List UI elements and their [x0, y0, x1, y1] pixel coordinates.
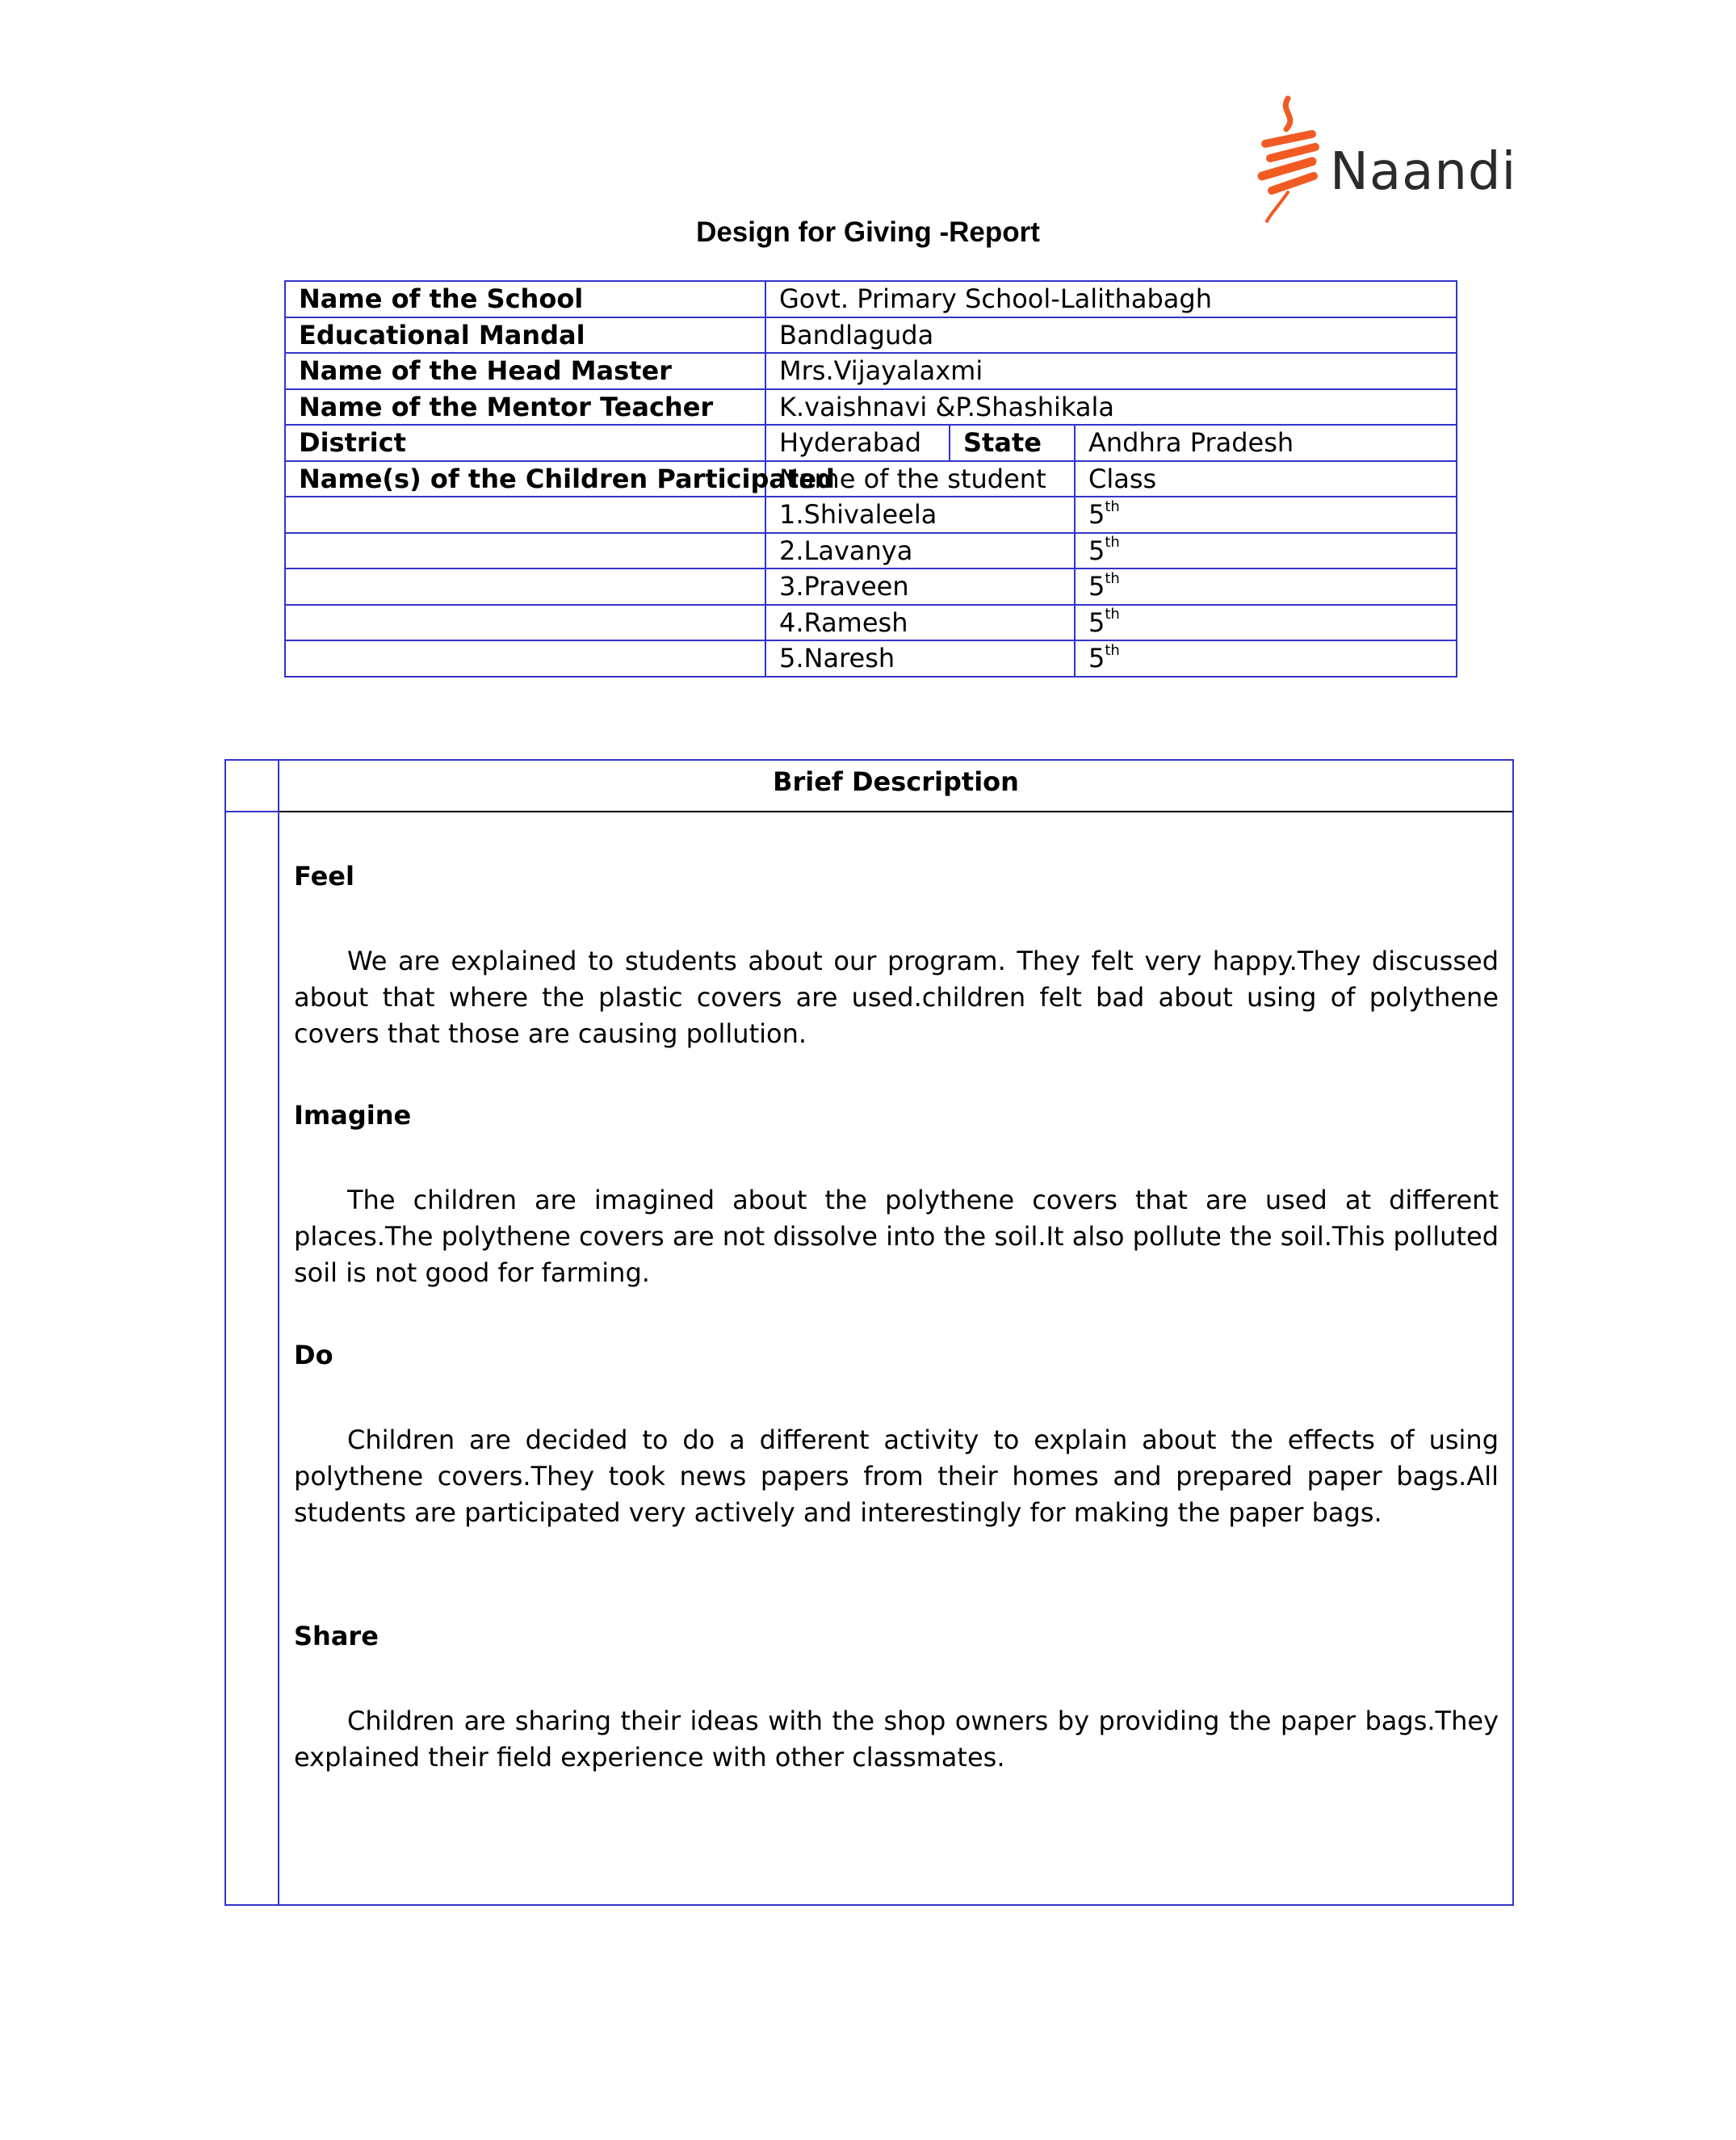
section-text-do: Children are decided to do a different activity to explain about the effects of using polythene covers.They took news papers from their homes and prepared paper bags.All students are participated very actively and interestingly for making the paper bags.	[294, 1425, 1499, 1528]
flame-icon	[1247, 95, 1328, 224]
naandi-logo	[1247, 95, 1517, 224]
student-row	[285, 605, 1457, 641]
state-label: State	[950, 425, 1075, 461]
children-label: Name(s) of the Children Participated	[285, 461, 765, 497]
headmaster-value: Mrs.Vijayalaxmi	[765, 353, 1457, 389]
empty-cell	[285, 640, 765, 677]
document-title: Design for Giving -Report	[696, 216, 1040, 248]
student-name: 2.Lavanya	[765, 533, 1075, 569]
description-left-column	[226, 761, 279, 1904]
logo-text: Naandi	[1330, 142, 1517, 202]
empty-cell	[285, 497, 765, 533]
table-row	[285, 389, 1457, 426]
district-value: Hyderabad	[765, 425, 950, 461]
empty-cell	[285, 605, 765, 641]
student-name: 4.Ramesh	[765, 605, 1075, 641]
mentor-value: K.vaishnavi &P.Shashikala	[765, 389, 1457, 426]
table-row	[285, 461, 1457, 497]
school-value: Govt. Primary School-Lalithabagh	[765, 281, 1457, 317]
section-text-feel: We are explained to students about our program. They felt very happy.They discussed about that where the plastic covers are used.children felt bad about using of polythene covers that those are causing pollution.	[294, 946, 1499, 1049]
section-title-feel: Feel	[294, 861, 354, 892]
district-label: District	[285, 425, 765, 461]
mandal-value: Bandlaguda	[765, 317, 1457, 354]
mentor-label: Name of the Mentor Teacher	[285, 389, 765, 426]
student-row	[285, 533, 1457, 569]
empty-cell	[285, 569, 765, 605]
school-info-table	[284, 280, 1457, 678]
class-col-header: Class	[1075, 461, 1457, 497]
student-class: 5th	[1075, 605, 1457, 641]
student-row	[285, 640, 1457, 677]
table-row	[285, 317, 1457, 354]
student-name: 3.Praveen	[765, 569, 1075, 605]
school-label: Name of the School	[285, 281, 765, 317]
student-row	[285, 569, 1457, 605]
student-class: 5th	[1075, 569, 1457, 605]
section-title-do: Do	[294, 1340, 333, 1370]
student-class: 5th	[1075, 533, 1457, 569]
table-row	[285, 281, 1457, 317]
section-text-imagine: The children are imagined about the polythene covers that are used at different places.The polythene covers are not dissolve into the soil.It also pollute the soil.This polluted soil is not good for farming.	[294, 1185, 1499, 1288]
student-row	[285, 497, 1457, 533]
student-class: 5th	[1075, 497, 1457, 533]
student-name: 5.Naresh	[765, 640, 1075, 677]
student-col-header: Name of the student	[765, 461, 1075, 497]
headmaster-label: Name of the Head Master	[285, 353, 765, 389]
table-row	[285, 425, 1457, 461]
section-title-imagine: Imagine	[294, 1100, 412, 1131]
state-value: Andhra Pradesh	[1075, 425, 1457, 461]
mandal-label: Educational Mandal	[285, 317, 765, 354]
table-row	[285, 353, 1457, 389]
section-title-share: Share	[294, 1621, 379, 1651]
student-class: 5th	[1075, 640, 1457, 677]
brief-description-header: Brief Description	[279, 761, 1512, 812]
empty-cell	[285, 533, 765, 569]
student-name: 1.Shivaleela	[765, 497, 1075, 533]
section-text-share: Children are sharing their ideas with the shop owners by providing the paper bags.They explained their field experience with other classmates.	[294, 1706, 1499, 1773]
